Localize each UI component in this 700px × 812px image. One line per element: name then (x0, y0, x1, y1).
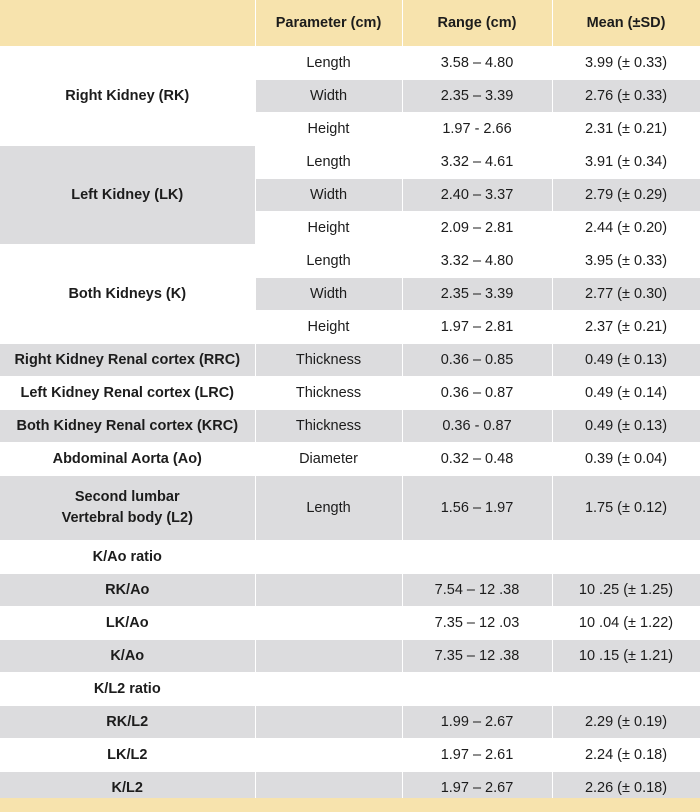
param-cell: Height (255, 212, 402, 245)
param-cell: Thickness (255, 410, 402, 443)
range-cell: 1.97 - 2.66 (402, 113, 552, 146)
range-cell: 1.56 – 1.97 (402, 476, 552, 541)
range-cell: 1.97 – 2.81 (402, 311, 552, 344)
table-row (0, 673, 700, 706)
param-cell (255, 607, 402, 640)
table-row (0, 607, 700, 640)
param-cell: Length (255, 476, 402, 541)
mean-cell: 3.95 (± 0.33) (552, 245, 700, 278)
row-label-rrc: Right Kidney Renal cortex (RRC) (0, 344, 255, 377)
table-row (0, 410, 700, 443)
table-header-row (0, 0, 700, 47)
table-row (0, 344, 700, 377)
mean-cell: 2.31 (± 0.21) (552, 113, 700, 146)
param-cell (255, 574, 402, 607)
mean-cell: 2.76 (± 0.33) (552, 80, 700, 113)
range-cell: 7.54 – 12 .38 (402, 574, 552, 607)
mean-cell: 2.26 (± 0.18) (552, 772, 700, 805)
range-cell: 0.36 – 0.85 (402, 344, 552, 377)
mean-cell (552, 541, 700, 574)
table-row (0, 476, 700, 541)
mean-cell: 10 .25 (± 1.25) (552, 574, 700, 607)
mean-cell: 0.39 (± 0.04) (552, 443, 700, 476)
ratio-label: RK/Ao (0, 574, 255, 607)
param-cell: Width (255, 278, 402, 311)
range-cell (402, 673, 552, 706)
row-label-l2-line2: Vertebral body (L2) (61, 510, 193, 526)
ratio-label: LK/L2 (0, 739, 255, 772)
mean-cell: 2.29 (± 0.19) (552, 706, 700, 739)
range-cell: 0.32 – 0.48 (402, 443, 552, 476)
ratio-section-label: K/L2 ratio (0, 673, 255, 706)
table-row (0, 146, 700, 179)
range-cell: 3.32 – 4.80 (402, 245, 552, 278)
range-cell: 2.40 – 3.37 (402, 179, 552, 212)
row-label-krc: Both Kidney Renal cortex (KRC) (0, 410, 255, 443)
range-cell: 0.36 – 0.87 (402, 377, 552, 410)
param-cell: Length (255, 47, 402, 80)
mean-cell: 10 .15 (± 1.21) (552, 640, 700, 673)
mean-cell: 2.79 (± 0.29) (552, 179, 700, 212)
mean-cell (552, 673, 700, 706)
range-cell: 1.97 – 2.67 (402, 772, 552, 805)
table-row (0, 739, 700, 772)
header-range: Range (cm) (402, 0, 552, 47)
range-cell: 7.35 – 12 .03 (402, 607, 552, 640)
mean-cell: 0.49 (± 0.14) (552, 377, 700, 410)
param-cell (255, 640, 402, 673)
range-cell: 3.32 – 4.61 (402, 146, 552, 179)
table-footer-bar (0, 798, 700, 812)
table-row (0, 640, 700, 673)
range-cell: 2.09 – 2.81 (402, 212, 552, 245)
param-cell: Thickness (255, 344, 402, 377)
header-mean: Mean (±SD) (552, 0, 700, 47)
table-row (0, 245, 700, 278)
param-cell: Diameter (255, 443, 402, 476)
ratio-label: LK/Ao (0, 607, 255, 640)
mean-cell: 10 .04 (± 1.22) (552, 607, 700, 640)
range-cell (402, 541, 552, 574)
mean-cell: 3.91 (± 0.34) (552, 146, 700, 179)
range-cell: 3.58 – 4.80 (402, 47, 552, 80)
row-label-lrc: Left Kidney Renal cortex (LRC) (0, 377, 255, 410)
mean-cell: 0.49 (± 0.13) (552, 344, 700, 377)
param-cell (255, 541, 402, 574)
mean-cell: 2.77 (± 0.30) (552, 278, 700, 311)
mean-cell: 0.49 (± 0.13) (552, 410, 700, 443)
table-row (0, 47, 700, 80)
range-cell: 7.35 – 12 .38 (402, 640, 552, 673)
range-cell: 0.36 - 0.87 (402, 410, 552, 443)
range-cell: 2.35 – 3.39 (402, 278, 552, 311)
param-cell (255, 673, 402, 706)
group-label-left-kidney: Left Kidney (LK) (0, 146, 255, 245)
param-cell: Width (255, 179, 402, 212)
mean-cell: 3.99 (± 0.33) (552, 47, 700, 80)
ratio-label: RK/L2 (0, 706, 255, 739)
param-cell: Thickness (255, 377, 402, 410)
mean-cell: 2.37 (± 0.21) (552, 311, 700, 344)
mean-cell: 1.75 (± 0.12) (552, 476, 700, 541)
table-row (0, 377, 700, 410)
param-cell (255, 739, 402, 772)
header-parameter: Parameter (cm) (255, 0, 402, 47)
table-row (0, 541, 700, 574)
param-cell: Height (255, 311, 402, 344)
table-row (0, 574, 700, 607)
ratio-section-label: K/Ao ratio (0, 541, 255, 574)
range-cell: 1.99 – 2.67 (402, 706, 552, 739)
group-label-both-kidneys: Both Kidneys (K) (0, 245, 255, 344)
table-row (0, 706, 700, 739)
table-row (0, 443, 700, 476)
param-cell (255, 706, 402, 739)
row-label-l2 (0, 476, 255, 541)
param-cell: Height (255, 113, 402, 146)
ratio-label: K/L2 (0, 772, 255, 805)
row-label-l2-line1: Second lumbar (74, 489, 180, 505)
param-cell: Width (255, 80, 402, 113)
range-cell: 2.35 – 3.39 (402, 80, 552, 113)
row-label-aorta: Abdominal Aorta (Ao) (0, 443, 255, 476)
ratio-label: K/Ao (0, 640, 255, 673)
param-cell: Length (255, 146, 402, 179)
group-label-right-kidney: Right Kidney (RK) (0, 47, 255, 146)
range-cell: 1.97 – 2.61 (402, 739, 552, 772)
mean-cell: 2.44 (± 0.20) (552, 212, 700, 245)
param-cell: Length (255, 245, 402, 278)
header-blank (0, 0, 255, 47)
mean-cell: 2.24 (± 0.18) (552, 739, 700, 772)
